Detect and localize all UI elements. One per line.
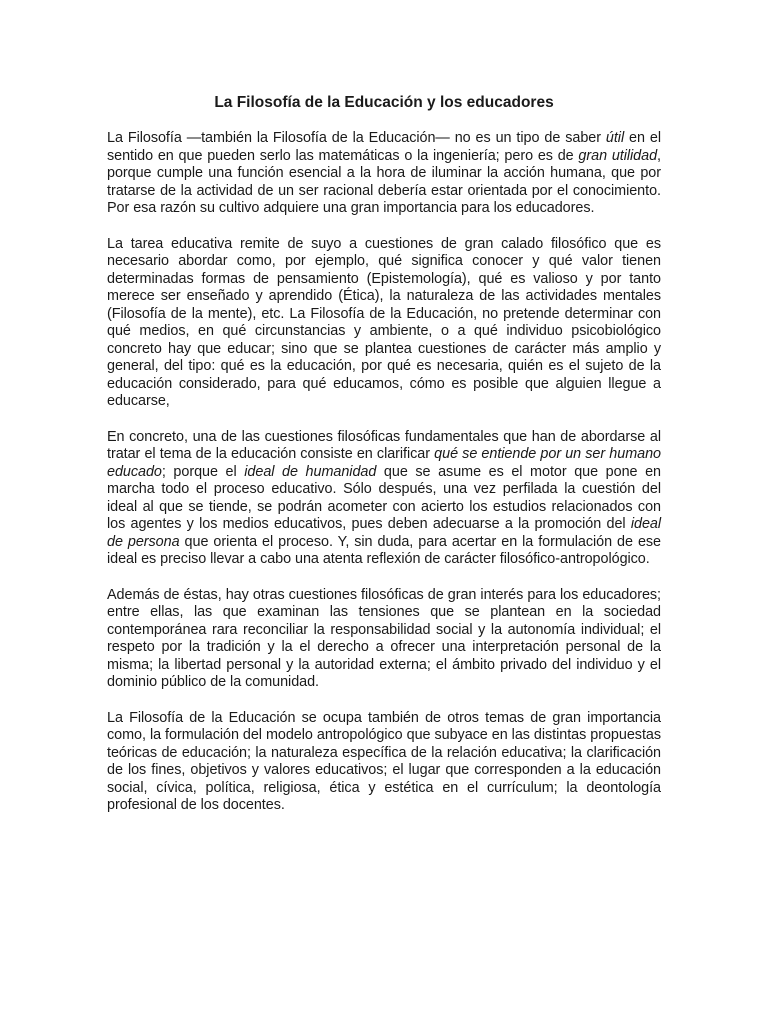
paragraph-3 xyxy=(107,429,661,569)
paragraph-4 xyxy=(107,587,661,692)
paragraph-4-run: Además de éstas, hay otras cuestiones filosóficas de gran interés para los educadores; entre ellas, las que examinan las tensiones que se plantean en la sociedad contemporánea rara reconciliar la responsabilidad social y la autonomía individual; el respeto por la tradición y la el derecho a ofrecer una interpretación personal de la misma; la libertad personal y la autoridad externa; el ámbito privado del individuo y el dominio público de la comunidad. xyxy=(107,586,661,690)
paragraph-1-run: en el sentido en que pueden serlo las matemáticas o la ingeniería; pero es de xyxy=(107,130,661,164)
document-page xyxy=(107,94,661,833)
paragraph-2 xyxy=(107,236,661,411)
paragraph-3-italic-ideal-de-persona: ideal de persona xyxy=(107,516,661,550)
paragraph-3-italic-ser-humano-educado: qué se entiende por un ser humano educado xyxy=(107,446,661,480)
document-title: La Filosofía de la Educación y los educadores xyxy=(214,94,554,111)
paragraph-5 xyxy=(107,710,661,815)
paragraph-1-run: La Filosofía —también la Filosofía de la Educación— no es un tipo de saber xyxy=(107,130,606,146)
paragraph-2-run: La tarea educativa remite de suyo a cuestiones de gran calado filosófico que es necesario abordar como, por ejemplo, qué significa conocer y qué valor tienen determinadas formas de pensamiento (Epistemología), qué es valioso y por tanto merece ser enseñado y aprendido (Ética), la naturaleza de las actividades mentales (Filosofía de la mente), etc. La Filosofía de la Educación, no pretende determinar con qué medios, en qué circunstancias y ambiente, o a qué individuo psicobiológico concreto hay que educar; sino que se plantea cuestiones de carácter más amplio y general, del tipo: qué es la educación, por qué es necesaria, quién es el sujeto de la educación considerado, para qué educamos, cómo es posible que alguien llegue a educarse, xyxy=(107,235,661,409)
paragraph-3-run: ; porque el xyxy=(161,463,245,480)
paragraph-1-run: , porque cumple una función esencial a la hora de iluminar la acción humana, que por tratarse de la actividad de un ser racional debería estar orientada por el conocimiento. Por esa razón su cultivo adquiere una gran importancia para los educadores. xyxy=(107,147,661,216)
paragraph-3-run: En concreto, una de las cuestiones filosóficas fundamentales que han de abordarse al tratar el tema de la educación consiste en clarificar xyxy=(107,428,661,462)
paragraph-3-run: que orienta el proceso. Y, sin duda, para acertar en la formulación de ese ideal es preciso llevar a cabo una atenta reflexión de carácter filosófico-antropológico. xyxy=(107,533,661,567)
paragraph-5-run: La Filosofía de la Educación se ocupa también de otros temas de gran importancia como, la formulación del modelo antropológico que subyace en las distintas propuestas teóricas de educación; la naturaleza específica de la relación educativa; la clarificación de los fines, objetivos y valores educativos; el lugar que corresponden a la educación social, cívica, política, religiosa, ética y estética en el currículum; la deontología profesional de los docentes. xyxy=(107,709,661,813)
paragraph-1-italic-util: útil xyxy=(605,130,625,146)
paragraph-1 xyxy=(107,130,661,218)
paragraph-3-run: que se asume es el motor que pone en marcha todo el proceso educativo. Sólo después, una vez perfilada la cuestión del ideal al que se tiende, se podrán acometer con acierto los estudios relacionados con los agentes y los medios educativos, pues deben adecuarse a la promoción del xyxy=(107,463,661,532)
paragraph-3-italic-ideal-de-humanidad: ideal de humanidad xyxy=(244,463,377,480)
paragraph-1-italic-gran-utilidad: gran utilidad xyxy=(578,147,658,164)
